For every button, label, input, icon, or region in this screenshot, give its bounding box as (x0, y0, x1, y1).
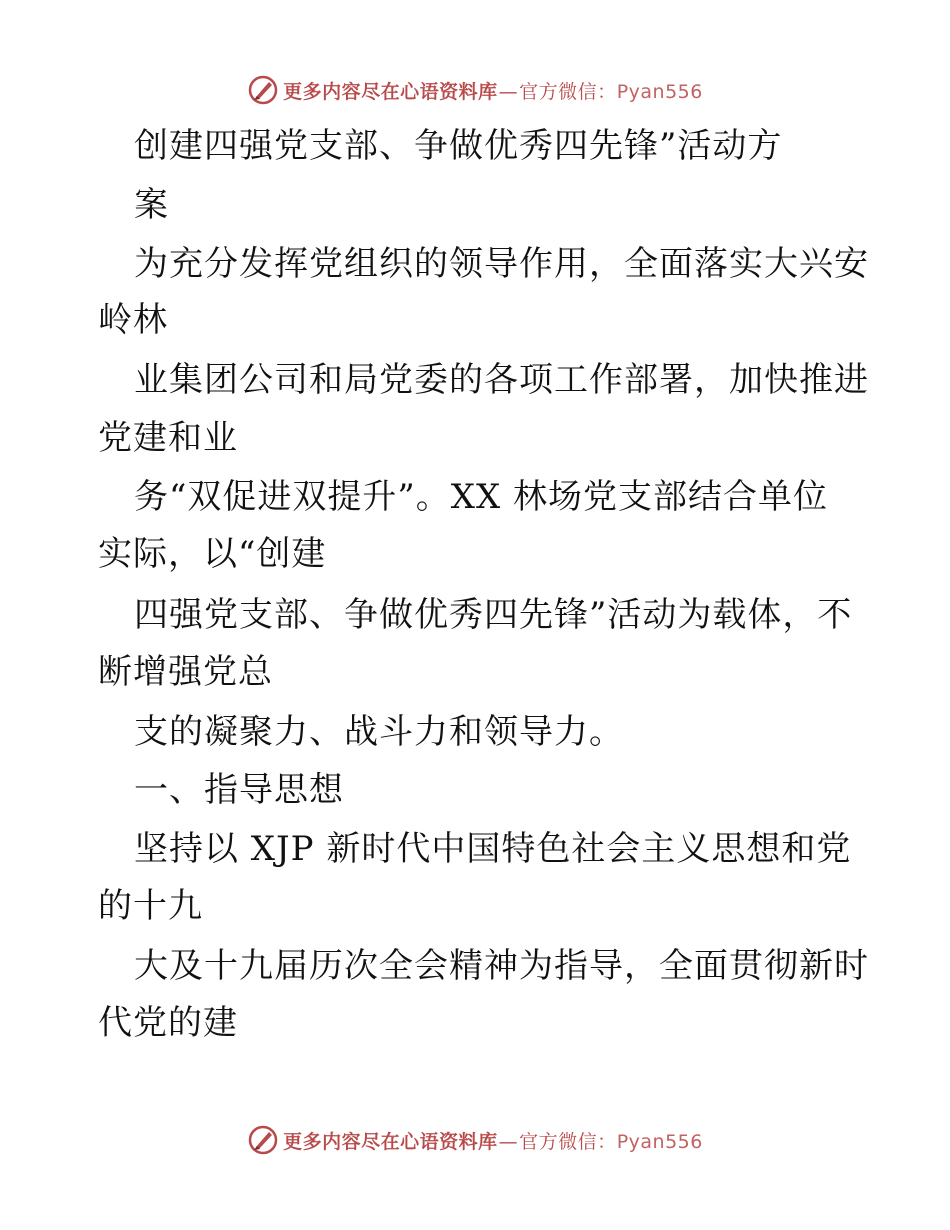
doc-title-line: 创建四强党支部、争做优秀四先锋”活动方 (134, 126, 783, 166)
doc-paragraph-line: 支的凝聚力、战斗力和领导力。 (134, 712, 624, 752)
doc-paragraph-line: 党建和业 (98, 418, 238, 458)
banner-brand: 更多内容尽在心语资料库 (283, 1130, 498, 1153)
doc-paragraph-line: 岭林 (98, 300, 168, 340)
banner-wechat-id: Pyan556 (616, 80, 703, 103)
footer-banner (0, 1120, 950, 1160)
doc-paragraph-line: 坚持以 XJP 新时代中国特色社会主义思想和党 (134, 829, 852, 869)
banner-wechat-label: 官方微信： (519, 80, 617, 103)
banner-wechat-label: 官方微信： (519, 1130, 617, 1153)
banner-dash: — (498, 80, 519, 103)
doc-paragraph-line: 业集团公司和局党委的各项工作部署，加快推进 (134, 360, 869, 400)
section-heading: 一、指导思想 (134, 770, 344, 810)
quill-pen-logo-icon (247, 74, 279, 106)
banner-brand: 更多内容尽在心语资料库 (283, 80, 498, 103)
doc-paragraph-line: 实际，以“创建 (98, 534, 327, 574)
doc-title-line: 案 (134, 185, 169, 225)
banner-text (283, 77, 703, 104)
doc-paragraph-line: 为充分发挥党组织的领导作用，全面落实大兴安 (134, 244, 869, 284)
banner-dash: — (498, 1130, 519, 1153)
doc-paragraph-line: 代党的建 (98, 1003, 238, 1043)
doc-paragraph-line: 四强党支部、争做优秀四先锋”活动为载体，不 (134, 595, 853, 635)
quill-pen-logo-icon (247, 1124, 279, 1156)
header-banner (0, 70, 950, 110)
doc-paragraph-line: 的十九 (98, 886, 203, 926)
doc-paragraph-line: 务“双促进双提升”。XX 林场党支部结合单位 (134, 477, 828, 517)
banner-wechat-id: Pyan556 (616, 1130, 703, 1153)
doc-paragraph-line: 大及十九届历次全会精神为指导，全面贯彻新时 (134, 946, 869, 986)
doc-paragraph-line: 断增强党总 (98, 652, 273, 692)
banner-text (283, 1127, 703, 1154)
